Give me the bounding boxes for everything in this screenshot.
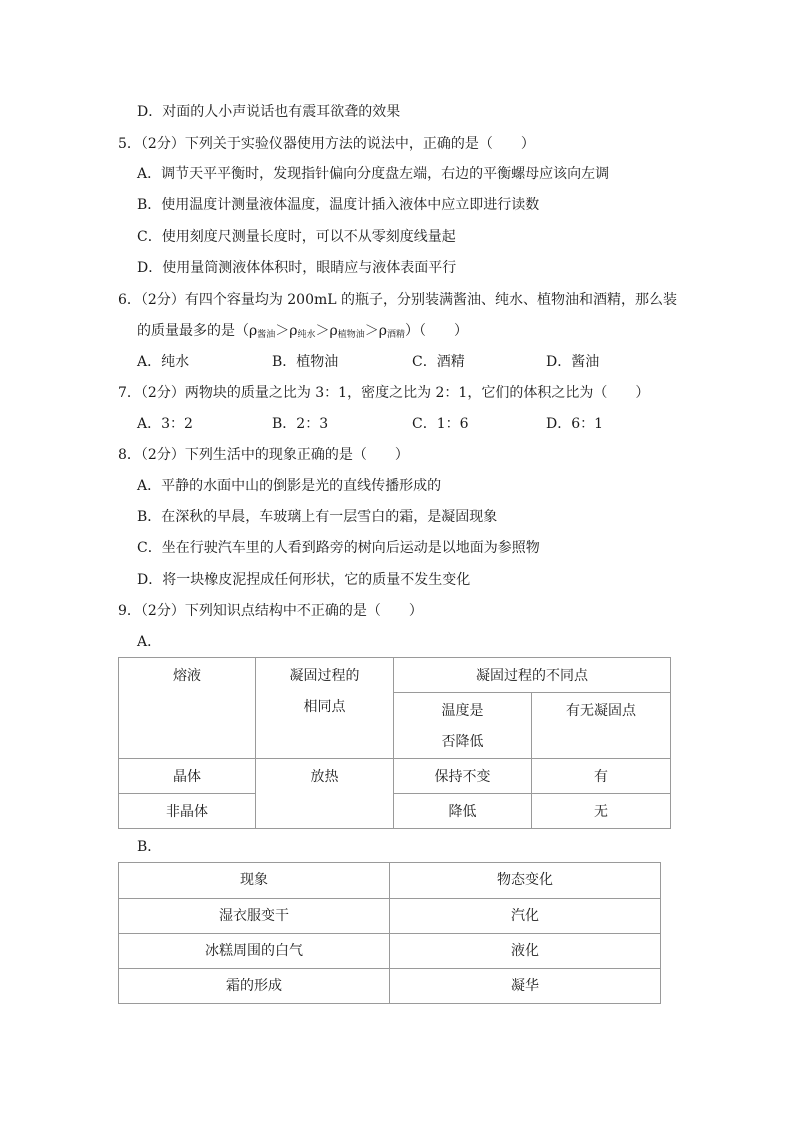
q6-option-b: B．植物油	[272, 354, 339, 370]
row-amorphous-name: 非晶体	[119, 794, 256, 829]
q8-stem: 8．（2分）下列生活中的现象正确的是（ ）	[118, 447, 409, 463]
header-temperature	[394, 693, 532, 759]
rho-sub-water: 纯水	[297, 330, 316, 340]
q7-option-a: A．3：2	[137, 416, 193, 432]
header-phenomenon: 现象	[119, 863, 390, 899]
header-common	[256, 658, 394, 759]
q7-options	[137, 414, 737, 434]
row-crystal-temp: 保持不变	[394, 759, 532, 794]
q6-option-d: D．酱油	[546, 354, 600, 370]
table-cell: 液化	[390, 934, 661, 969]
table-cell: 冰糕周围的白气	[119, 934, 390, 969]
q4-option-d: D．对面的人小声说话也有震耳欲聋的效果	[137, 104, 401, 120]
q7-option-b: B．2：3	[272, 416, 329, 432]
q5-option-b: B．使用温度计测量液体温度，温度计插入液体中应立即进行读数	[137, 197, 540, 213]
q6-options	[137, 352, 737, 372]
rho-sub-soy: 酱油	[257, 330, 276, 340]
q9-label-b: B．	[137, 839, 162, 855]
header-melt: 熔液	[119, 658, 256, 759]
header-common-line1: 凝固过程的	[289, 668, 360, 684]
row-crystal-name: 晶体	[119, 759, 256, 794]
row-amorphous-temp: 降低	[394, 794, 532, 829]
q6-stem-suffix: ）（ ）	[405, 323, 468, 339]
q8-option-a: A．平静的水面中山的倒影是光的直线传播形成的	[137, 478, 442, 494]
q5-option-c: C．使用刻度尺测量长度时，可以不从零刻度线量起	[137, 229, 456, 245]
header-common-line2: 相同点	[303, 699, 346, 715]
q8-option-d: D．将一块橡皮泥捏成任何形状，它的质量不发生变化	[137, 572, 471, 588]
q6-option-a: A．纯水	[137, 354, 190, 370]
header-temperature-line2: 否降低	[441, 734, 484, 750]
header-state-change: 物态变化	[390, 863, 661, 899]
table-cell: 湿衣服变干	[119, 899, 390, 934]
common-point-cell: 放热	[256, 759, 394, 829]
q6-option-c: C．酒精	[412, 354, 465, 370]
rho-symbol: ρ	[378, 323, 387, 339]
q8-option-c: C．坐在行驶汽车里的人看到路旁的树向后运动是以地面为参照物	[137, 540, 540, 556]
q5-option-d: D．使用量筒测液体体积时，眼睛应与液体表面平行	[137, 260, 457, 276]
q5-option-a: A．调节天平平衡时，发现指针偏向分度盘左端，右边的平衡螺母应该向左调	[137, 166, 610, 182]
q6-stem-line2	[137, 321, 468, 345]
greater-than: ＞	[315, 323, 330, 339]
table-cell: 汽化	[390, 899, 661, 934]
q8-option-b: B．在深秋的早晨，车玻璃上有一层雪白的霜，是凝固现象	[137, 509, 498, 525]
q9-label-a: A．	[137, 634, 162, 650]
rho-symbol: ρ	[249, 323, 258, 339]
q6-stem-prefix: 的质量最多的是（	[137, 323, 249, 339]
q7-option-d: D．6：1	[546, 416, 604, 432]
header-freezing-point: 有无凝固点	[532, 693, 671, 759]
greater-than: ＞	[364, 323, 379, 339]
rho-symbol: ρ	[289, 323, 298, 339]
phase-change-table	[118, 862, 661, 1004]
rho-symbol: ρ	[329, 323, 338, 339]
row-crystal-point: 有	[532, 759, 671, 794]
q6-stem-line1: 6．（2分）有四个容量均为 200mL 的瓶子，分别装满酱油、纯水、植物油和酒精，那么装	[118, 292, 678, 308]
q5-stem: 5．（2分）下列关于实验仪器使用方法的说法中，正确的是（ ）	[118, 136, 535, 152]
header-difference: 凝固过程的不同点	[394, 658, 671, 693]
greater-than: ＞	[275, 323, 290, 339]
solidification-table	[118, 657, 671, 829]
header-temperature-line1: 温度是	[441, 703, 484, 719]
q7-option-c: C．1：6	[412, 416, 469, 432]
table-cell: 霜的形成	[119, 969, 390, 1004]
q9-stem: 9．（2分）下列知识点结构中不正确的是（ ）	[118, 603, 423, 619]
row-amorphous-point: 无	[532, 794, 671, 829]
q7-stem: 7．（2分）两物块的质量之比为 3：1，密度之比为 2：1，它们的体积之比为（ ）	[118, 385, 650, 401]
rho-sub-veg-oil: 植物油	[337, 330, 365, 340]
table-cell: 凝华	[390, 969, 661, 1004]
rho-sub-alcohol: 酒精	[386, 330, 405, 340]
